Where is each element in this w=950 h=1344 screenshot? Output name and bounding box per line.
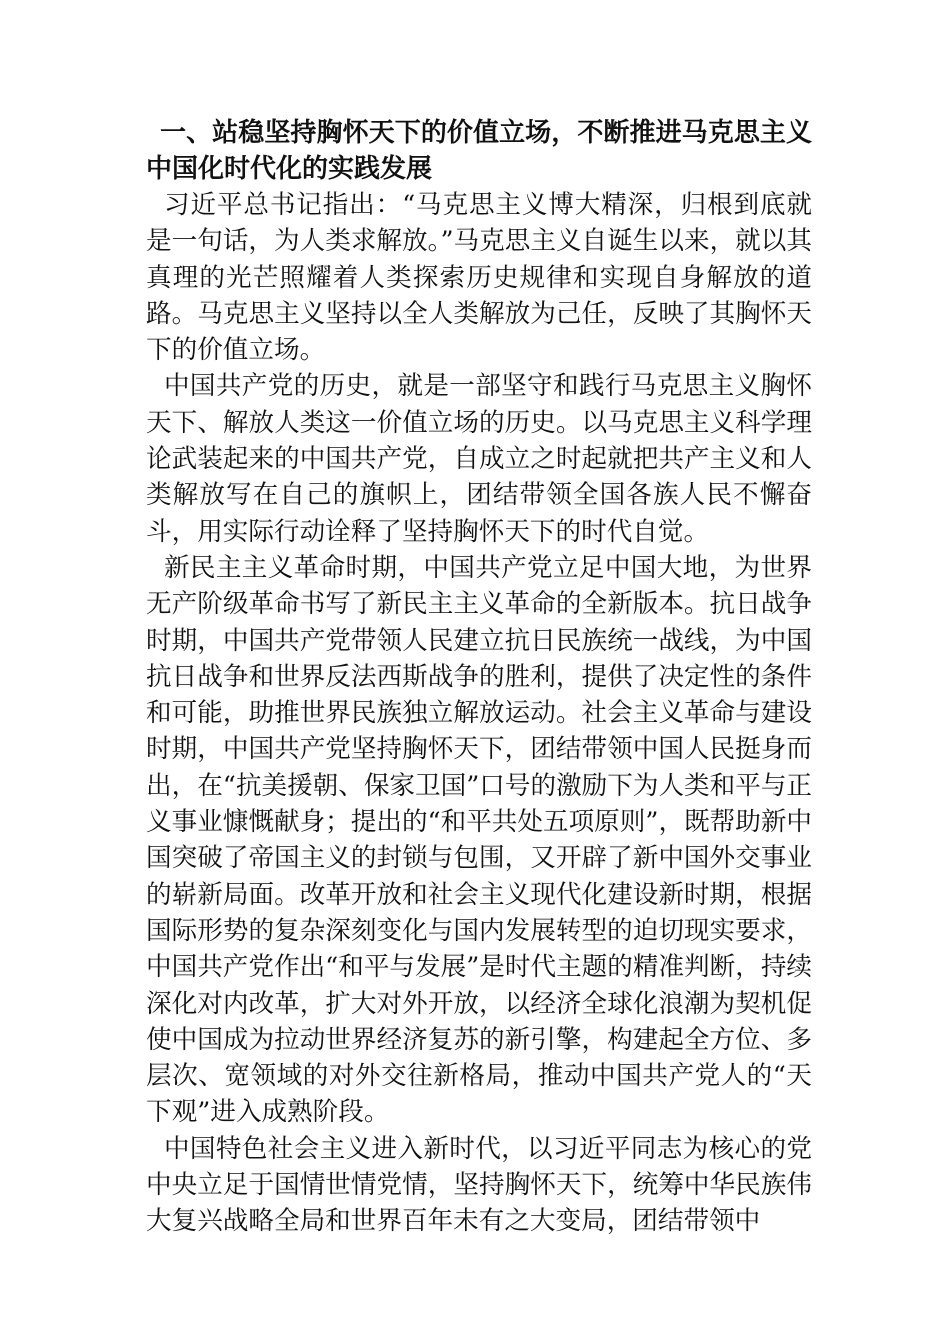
document-body xyxy=(146,115,812,1240)
paragraph-1: 习近平总书记指出：“马克思主义博大精深，归根到底就是一句话，为人类求解放。”马克思主义自诞生以来，就以其真理的光芒照耀着人类探索历史规律和实现自身解放的道路。马克思主义坚持以全人类解放为己任，反映了其胸怀天下的价值立场。 xyxy=(146,190,812,366)
section-heading: 一、站稳坚持胸怀天下的价值立场，不断推进马克思主义中国化时代化的实践发展 xyxy=(146,118,812,184)
paragraph-3: 新民主主义革命时期，中国共产党立足中国大地，为世界无产阶级革命书写了新民主主义革命的全新版本。抗日战争时期，中国共产党带领人民建立抗日民族统一战线，为中国抗日战争和世界反法西斯战争的胜利，提供了决定性的条件和可能，助推世界民族独立解放运动。社会主义革命与建设时期，中国共产党坚持胸怀天下，团结带领中国人民挺身而出，在“抗美援朝、保家卫国”口号的激励下为人类和平与正义事业慷慨献身；提出的“和平共处五项原则”，既帮助新中国突破了帝国主义的封锁与包围，又开辟了新中国外交事业的崭新局面。改革开放和社会主义现代化建设新时期，根据国际形势的复杂深刻变化与国内发展转型的迫切现实要求，中国共产党作出“和平与发展”是时代主题的精准判断，持续深化对内改革，扩大对外开放，以经济全球化浪潮为契机促使中国成为拉动世界经济复苏的新引擎，构建起全方位、多层次、宽领域的对外交往新格局，推动中国共产党人的“天下观”进入成熟阶段。 xyxy=(146,552,813,1128)
paragraph-2: 中国共产党的历史，就是一部坚守和践行马克思主义胸怀天下、解放人类这一价值立场的历史。以马克思主义科学理论武装起来的中国共产党，自成立之时起就把共产主义和人类解放写在自己的旗帜上，团结带领全国各族人民不懈奋斗，用实际行动诠释了坚持胸怀天下的时代自觉。 xyxy=(146,371,812,547)
paragraph-4: 中国特色社会主义进入新时代，以习近平同志为核心的党中央立足于国情世情党情，坚持胸怀天下，统筹中华民族伟大复兴战略全局和世界百年未有之大变局，团结带领中 xyxy=(146,1133,812,1237)
